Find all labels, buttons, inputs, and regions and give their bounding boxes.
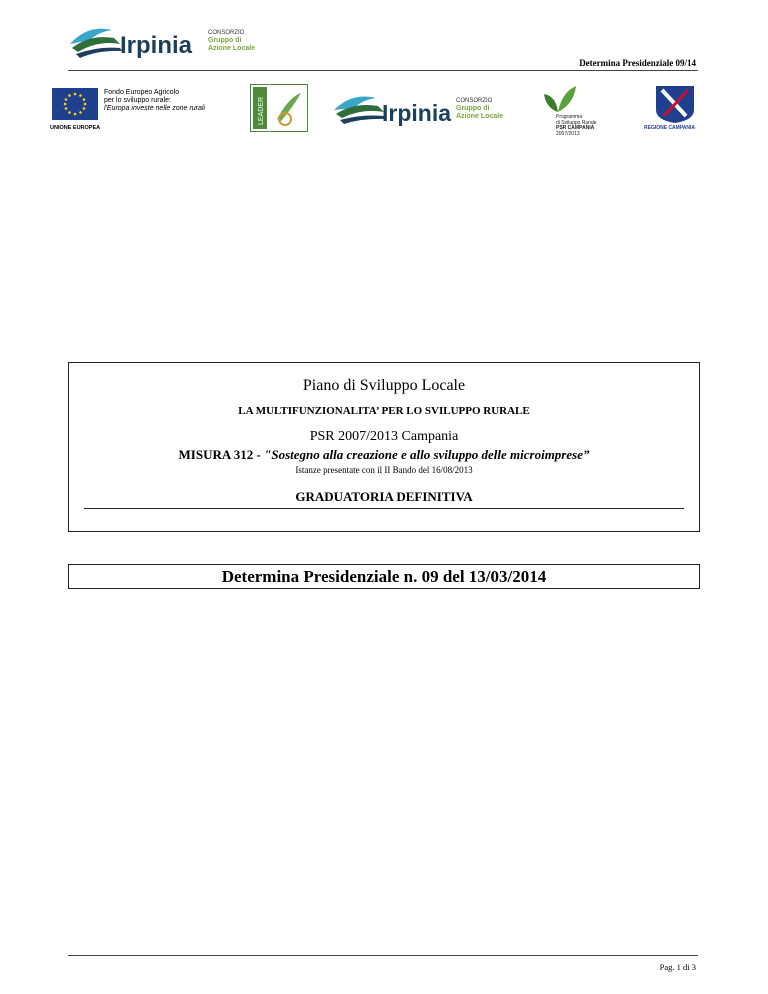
footer-divider xyxy=(68,955,698,956)
graduatoria-heading: GRADUATORIA DEFINITIVA xyxy=(295,489,473,504)
psr-title: PSR 2007/2013 Campania xyxy=(309,429,459,444)
brand-word-strip: Irpinia xyxy=(382,100,452,126)
gal-irpinia-logo-strip xyxy=(332,88,522,132)
psr-line2: di Sviluppo Rurale xyxy=(556,119,597,126)
misura-heading xyxy=(69,447,699,463)
gal-line2: Azione Locale xyxy=(208,45,256,52)
campania-crest-icon xyxy=(652,84,698,124)
plan-title: Piano di Sviluppo Locale xyxy=(302,377,466,394)
eu-flag-icon xyxy=(52,88,98,120)
determina-box xyxy=(68,564,700,589)
feasr-line3: l'Europa investe nelle zone rurali xyxy=(104,105,205,112)
determina-title: Determina Presidenziale n. 09 del 13/03/2014 xyxy=(221,567,547,586)
regione-campania-crest xyxy=(652,84,698,124)
leader-logo xyxy=(250,84,308,132)
header-divider xyxy=(68,70,698,71)
gal-irpinia-logo-header xyxy=(68,18,258,62)
gal-line1-strip: Gruppo di xyxy=(456,105,490,112)
leaf-sprout-icon xyxy=(540,84,580,114)
gal-caption xyxy=(208,30,255,53)
page-number: Pag. 1 di 3 xyxy=(659,962,696,972)
misura-title: "Sostegno alla creazione e allo sviluppo delle microimprese” xyxy=(264,447,590,462)
feasr-line2: per lo sviluppo rurale: xyxy=(104,97,171,104)
gal-line1: Gruppo di xyxy=(208,37,242,44)
misura-prefix: MISURA 312 - xyxy=(178,447,265,462)
gal-line2-strip: Azione Locale xyxy=(456,113,504,120)
psr-line4: 2007/2013 xyxy=(556,130,580,137)
document-ref: Determina Presidenziale 09/14 xyxy=(579,58,696,68)
regione-campania-label: REGIONE CAMPANIA xyxy=(644,125,696,131)
feasr-text xyxy=(104,89,205,113)
brand-word: Irpinia xyxy=(120,32,193,59)
istanze-note: Istanze presentate con il II Bando del 16/08/2013 xyxy=(295,465,473,475)
graduatoria-divider xyxy=(84,508,684,509)
consorzio-label: CONSORZIO xyxy=(208,30,245,36)
leader-label: LEADER xyxy=(258,96,265,125)
plan-subtitle: LA MULTIFUNZIONALITA’ PER LO SVILUPPO RURALE xyxy=(238,405,530,417)
eu-label: UNIONE EUROPEA xyxy=(50,125,101,131)
psr-caption xyxy=(556,115,597,137)
psr-line1: Programma xyxy=(556,114,583,120)
psr-line3: PSR CAMPANIA xyxy=(556,125,595,131)
leader-icon xyxy=(251,85,307,131)
consorzio-label-strip: CONSORZIO xyxy=(456,98,493,104)
feasr-line1: Fondo Europeo Agricolo xyxy=(104,89,180,96)
gal-caption-strip xyxy=(456,98,503,121)
main-title-box xyxy=(68,362,700,532)
